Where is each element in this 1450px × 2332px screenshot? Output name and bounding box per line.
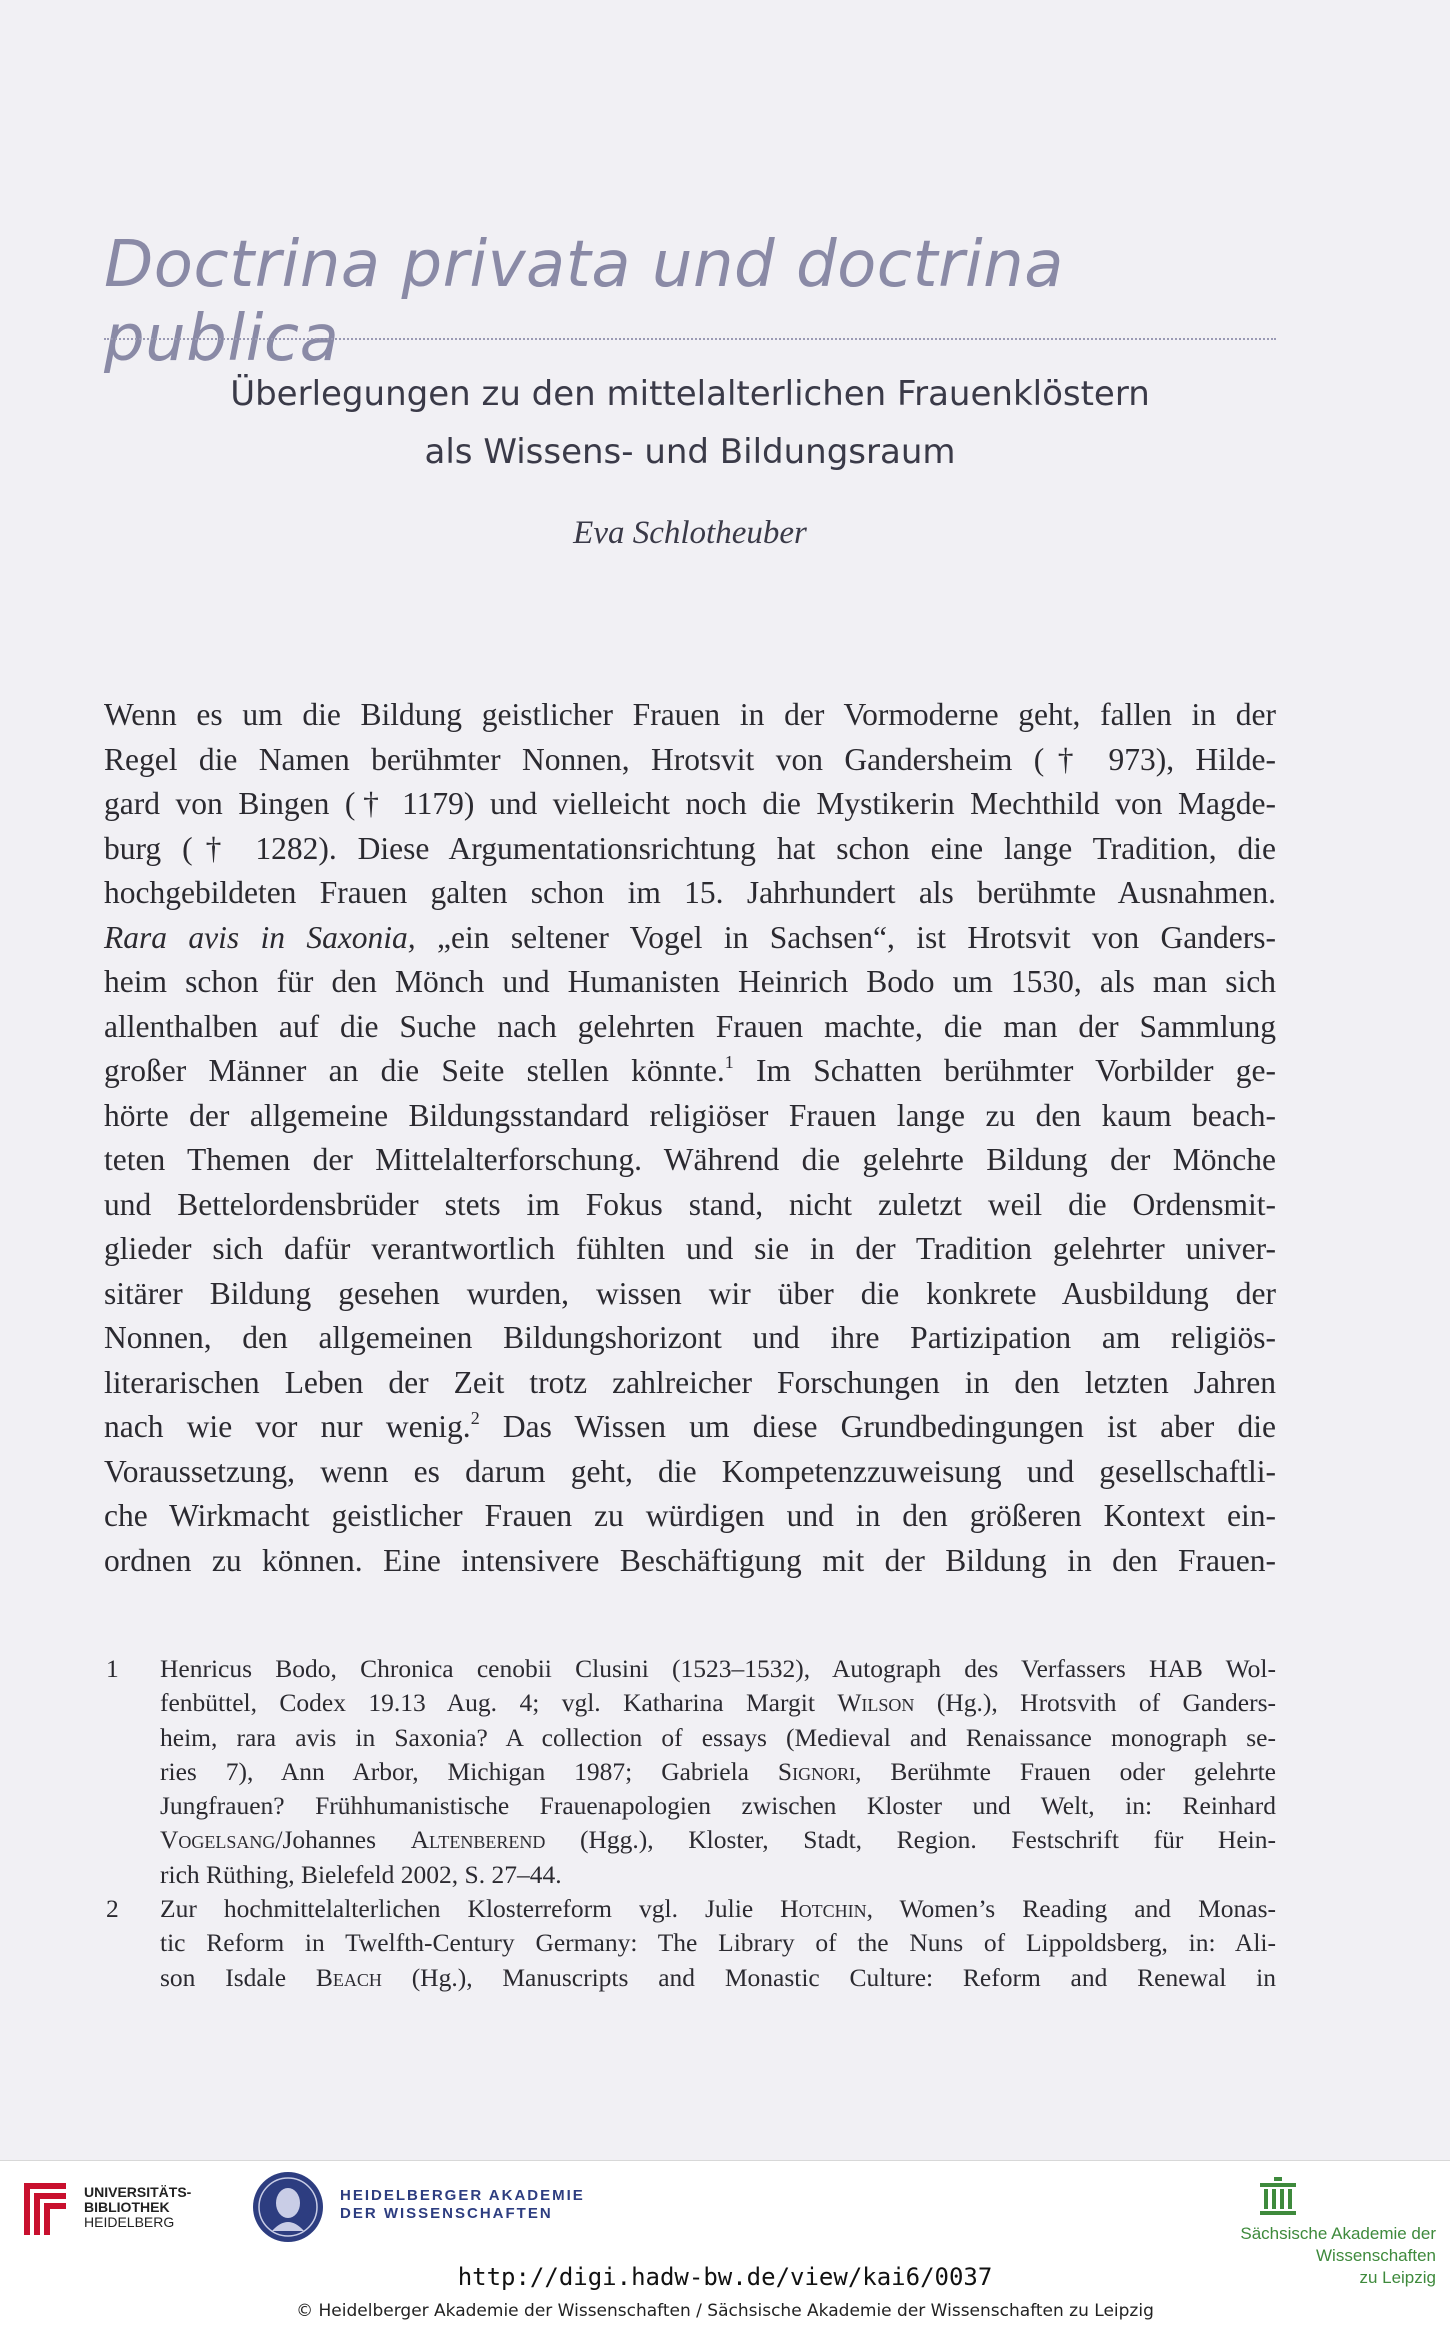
digitization-footer	[0, 2160, 1450, 2332]
footnote-line: rich Rüthing, Bielefeld 2002, S. 27–44.	[160, 1859, 562, 1889]
footnote-line	[160, 1823, 1276, 1857]
saw-label-line: Sächsische Akademie der Wissenschaften	[1240, 2224, 1436, 2265]
ub-label-line: BIBLIOTHEK	[84, 2199, 170, 2215]
body-line: Voraussetzung, wenn es darum geht, die Kompetenzzuweisung und gesellschaftli-	[104, 1453, 1276, 1489]
footnote-line	[160, 1961, 1276, 1995]
body-line: Nonnen, den allgemeinen Bildungshorizont und ihre Partizipation am religiös-	[104, 1320, 1276, 1355]
body-line: hochgebildeten Frauen galten schon im 15. Jahrhundert als berühmte Ausnahmen.	[104, 875, 1276, 910]
body-line-text: nach wie vor nur wenig.	[104, 1409, 471, 1444]
footnote-number: 2	[106, 1894, 119, 1924]
latin-quote: Rara avis in Saxonia,	[104, 919, 416, 955]
hadw-label	[340, 2187, 585, 2223]
body-line-text: Das Wissen um diese Grundbedingungen ist aber die	[479, 1409, 1277, 1444]
footnote-text: (Hg.), Hrotsvith of Ganders-	[914, 1688, 1276, 1718]
footnote-line: heim, rara avis in Saxonia? A collection of essays (Medieval and Renaissance monograph se-	[160, 1722, 1276, 1752]
hadw-label-line: HEIDELBERGER AKADEMIE	[340, 2187, 585, 2204]
footnote-2	[104, 1892, 1276, 1995]
body-line: gard von Bingen († 1179) und vielleicht noch die Mystikerin Mechthild von Magde-	[104, 786, 1276, 821]
footnote-text: , Berühmte Frauen oder gelehrte	[855, 1756, 1276, 1786]
author-name: Altenberend	[410, 1825, 546, 1855]
saw-building-icon[interactable]	[1258, 2175, 1298, 2219]
footnote-1	[104, 1652, 1276, 1892]
body-line-text: „ein seltener Vogel in Sachsen“, ist Hrotsvit von Ganders-	[415, 919, 1276, 955]
body-line: literarischen Leben der Zeit trotz zahlreicher Forschungen in den letzten Jahren	[104, 1364, 1276, 1400]
footnote-line	[160, 1755, 1276, 1789]
body-line-text: Im Schatten berühmter Vorbilder ge-	[733, 1053, 1276, 1088]
permalink-url[interactable]: http://digi.hadw-bw.de/view/kai6/0037	[457, 2263, 993, 2291]
body-line: che Wirkmacht geistlicher Frauen zu würdigen und in den größeren Kontext ein-	[104, 1498, 1276, 1533]
ub-heidelberg-logo-icon[interactable]	[14, 2175, 76, 2245]
footnote-line: Jungfrauen? Frühhumanistische Frauenapologien zwischen Kloster und Welt, in: Reinhard	[160, 1791, 1276, 1821]
ub-heidelberg-label	[84, 2185, 191, 2230]
hadw-label-line: DER WISSENSCHAFTEN	[340, 2205, 553, 2222]
footnote-line	[160, 1686, 1276, 1720]
footnote-number: 1	[106, 1654, 119, 1683]
body-line: heim schon für den Mönch und Humanisten Heinrich Bodo um 1530, als man sich	[104, 964, 1276, 999]
body-line: sitärer Bildung gesehen wurden, wissen wir über die konkrete Ausbildung der	[104, 1275, 1276, 1311]
ub-label-line: UNIVERSITÄTS-	[84, 2184, 192, 2200]
author-name: Signori	[777, 1756, 856, 1786]
author-name: Hotchin	[780, 1894, 867, 1924]
footnote-ref-1[interactable]: 1	[724, 1052, 734, 1072]
body-line: und Bettelordensbrüder stets im Fokus stand, nicht zuletzt weil die Ordensmit-	[104, 1186, 1276, 1222]
body-line: burg († 1282). Diese Argumentationsrichtung hat schon eine lange Tradition, die	[104, 830, 1276, 866]
footnote-line: Henricus Bodo, Chronica cenobii Clusini (1523–1532), Autograph des Verfassers HAB Wol-	[160, 1654, 1276, 1683]
footnote-text: son Isdale	[160, 1962, 316, 1992]
body-text	[104, 693, 1276, 1583]
footnote-text: , Women’s Reading and Monas-	[866, 1894, 1276, 1924]
author-name: Beach	[315, 1962, 382, 1992]
body-line: hörte der allgemeine Bildungsstandard religiöser Frauen lange zu den kaum beach-	[104, 1097, 1276, 1133]
body-line: glieder sich dafür verantwortlich fühlten und sie in der Tradition gelehrter univer-	[104, 1231, 1276, 1266]
subtitle-line: als Wissens- und Bildungsraum	[424, 432, 956, 472]
title-divider	[104, 338, 1276, 340]
footnote-text: Zur hochmittelalterlichen Klosterreform vgl. Julie	[160, 1894, 781, 1924]
copyright-notice: © Heidelberger Akademie der Wissenschaften / Sächsische Akademie der Wissenschaften zu Leipzig	[296, 2301, 1154, 2321]
footnote-line: tic Reform in Twelfth-Century Germany: The Library of the Nuns of Lippoldsberg, in: Ali-	[160, 1928, 1276, 1958]
body-line	[104, 1049, 1276, 1094]
footnote-text: fenbüttel, Codex 19.13 Aug. 4; vgl. Katharina Margit	[160, 1688, 838, 1718]
footnote-text: (Hg.), Manuscripts and Monastic Culture: Reform and Renewal in	[381, 1962, 1276, 1992]
body-line: teten Themen der Mittelalterforschung. Während die gelehrte Bildung der Mönche	[104, 1142, 1276, 1177]
author-name: Vogelsang	[160, 1825, 276, 1855]
body-line	[104, 1405, 1276, 1450]
subtitle-line: Überlegungen zu den mittelalterlichen Frauenklöstern	[230, 374, 1150, 414]
article-title: Doctrina privata und doctrina publica	[104, 228, 1064, 376]
hadw-seal-icon[interactable]	[250, 2169, 326, 2245]
body-line: Regel die Namen berühmter Nonnen, Hrotsvit von Gandersheim († 973), Hilde-	[104, 741, 1276, 777]
footnote-text: ries 7), Ann Arbor, Michigan 1987; Gabriela	[160, 1756, 778, 1786]
body-line	[104, 916, 1276, 961]
article-subtitle	[104, 365, 1276, 481]
author-name: Wilson	[837, 1688, 915, 1718]
saw-label-line: zu Leipzig	[1359, 2268, 1436, 2287]
footnote-ref-2[interactable]: 2	[470, 1408, 480, 1428]
ub-label-line: HEIDELBERG	[84, 2214, 175, 2230]
body-line: Wenn es um die Bildung geistlicher Frauen in der Vormoderne geht, fallen in der	[104, 697, 1276, 732]
article-author: Eva Schlotheuber	[573, 515, 807, 551]
body-line: ordnen zu können. Eine intensivere Beschäftigung mit der Bildung in den Frauen-	[104, 1542, 1276, 1578]
body-line: allenthalben auf die Suche nach gelehrten Frauen machte, die man der Sammlung	[104, 1008, 1276, 1044]
body-line-text: großer Männer an die Seite stellen könnte.	[104, 1053, 725, 1088]
footnote-text: (Hgg.), Kloster, Stadt, Region. Festschrift für Hein-	[545, 1825, 1276, 1855]
footnote-text: /Johannes	[275, 1825, 411, 1855]
footnotes	[104, 1652, 1276, 1995]
footnote-line	[160, 1892, 1276, 1926]
